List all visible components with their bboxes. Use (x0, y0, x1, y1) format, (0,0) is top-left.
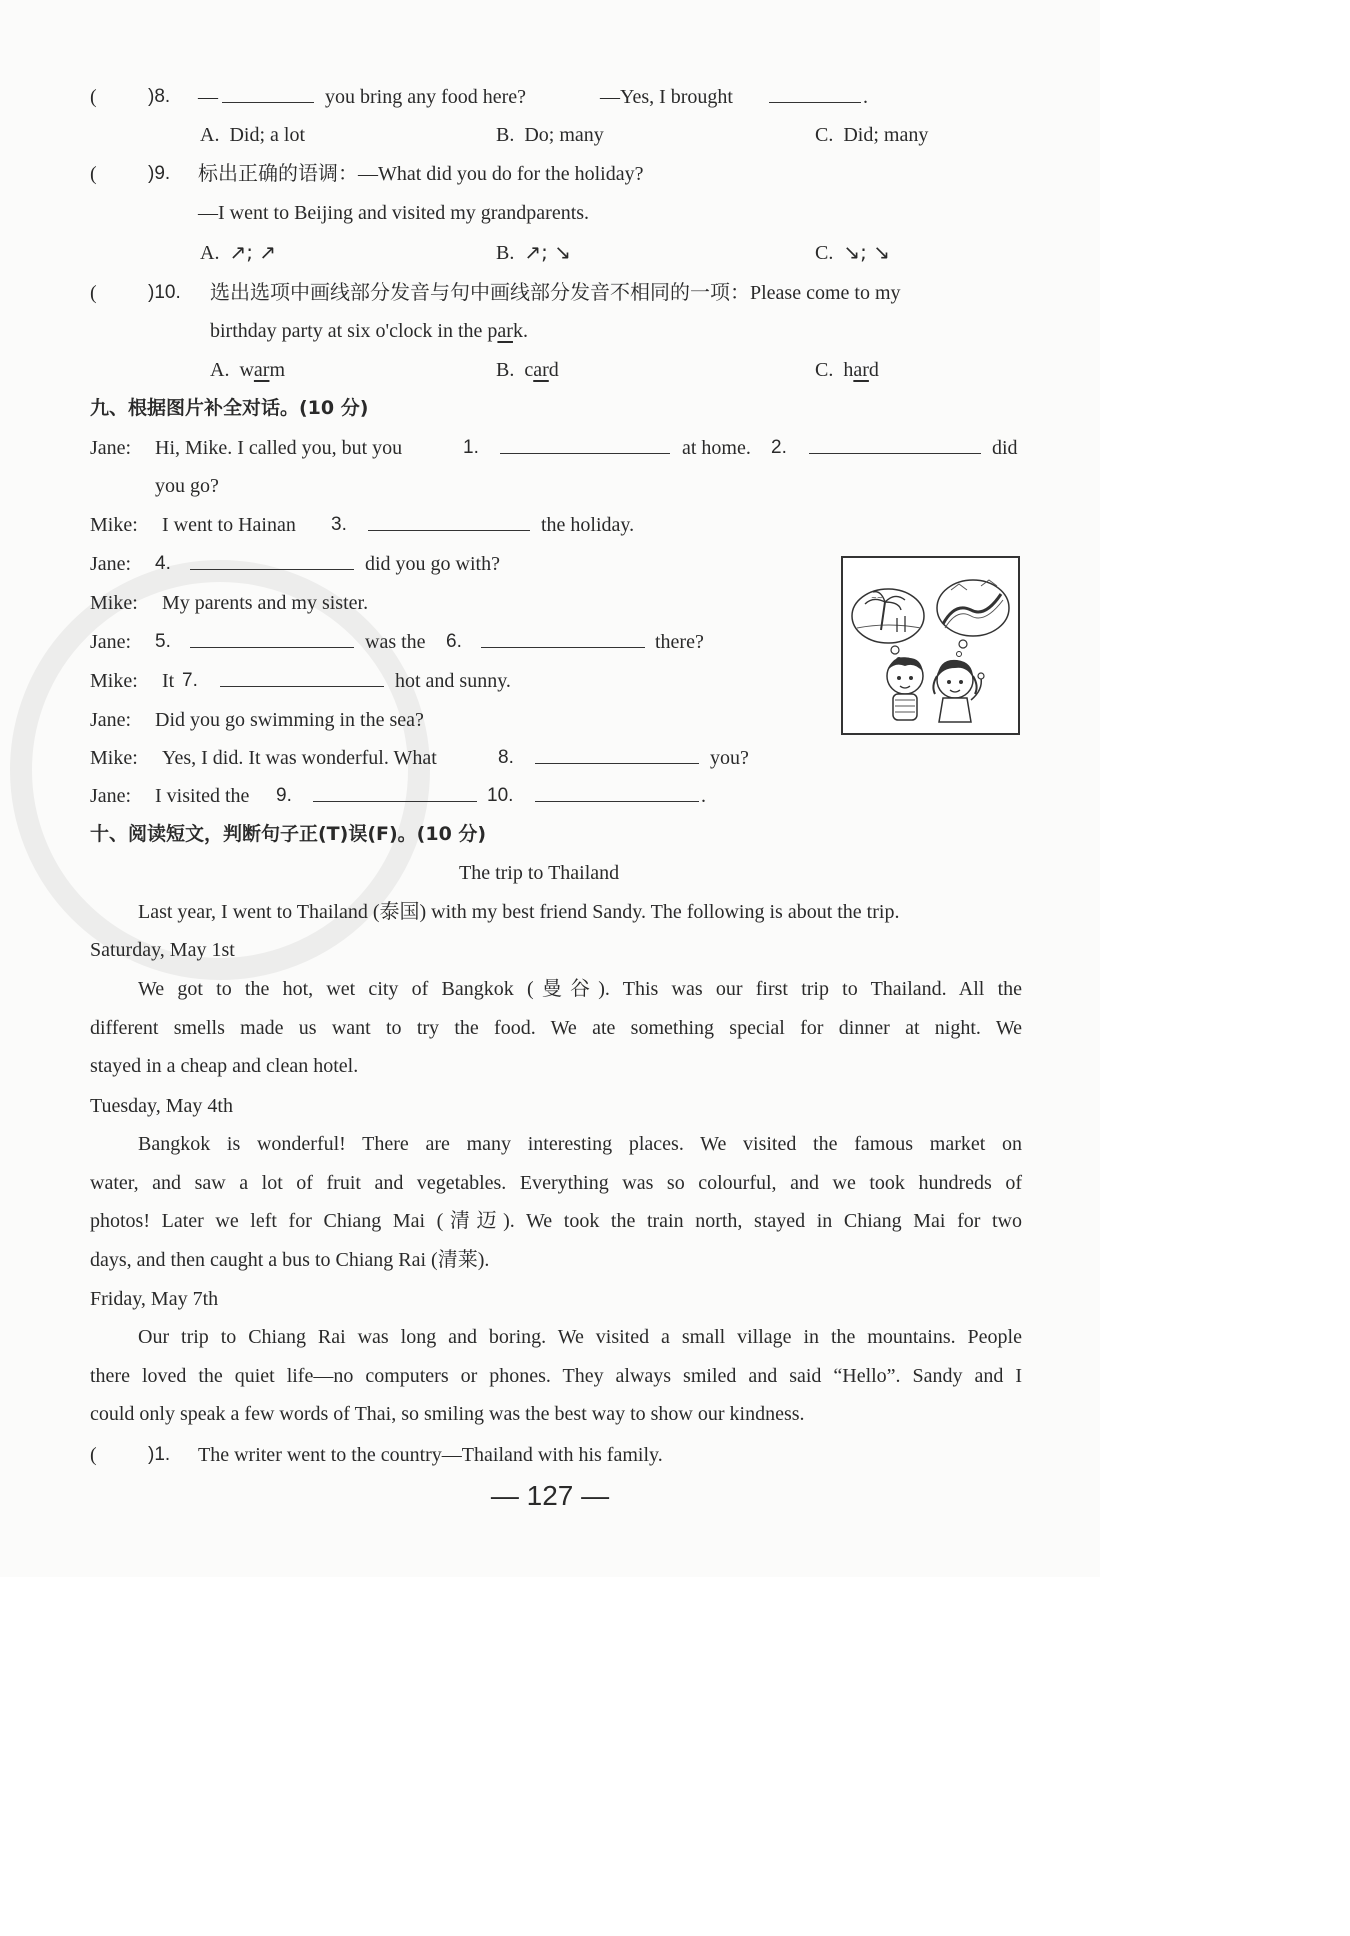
answer-blank-2[interactable] (809, 435, 981, 461)
dialogue-speaker: Mike: (90, 592, 138, 614)
answer-blank-9[interactable] (313, 783, 477, 809)
q8-option-c[interactable]: C. Did; many (815, 124, 929, 146)
blank-number: 6. (446, 631, 462, 652)
answer-blank-4[interactable] (190, 551, 354, 577)
dialogue-speaker: Mike: (90, 747, 138, 769)
diary-date: Friday, May 7th (90, 1288, 219, 1310)
q9-option-c[interactable]: C. ↘; ↘ (815, 240, 890, 264)
dialogue-text: It (162, 670, 175, 692)
dialogue-text: you? (710, 747, 749, 769)
q8-blank-1[interactable] (222, 84, 314, 110)
passage-paragraph-1: We got to the hot, wet city of Bangkok (曼谷). This was our first trip to Thailand. All the different smells made us want to try the food. We ate something special for dinner at night. We stayed in a cheap and clean hotel. (90, 978, 1022, 1077)
answer-blank-6[interactable] (481, 629, 645, 655)
dialogue-text: you go? (155, 475, 219, 497)
dialogue-text: I visited the (155, 785, 250, 807)
answer-blank-7[interactable] (220, 668, 384, 694)
intonation-arrows-icon: ↘; ↘ (843, 240, 890, 264)
q10-line2: birthday party at six o'clock in the park. (210, 320, 528, 342)
q8-number: )8. (148, 86, 171, 107)
q8-blank-2[interactable] (769, 84, 861, 110)
diary-date: Tuesday, May 4th (90, 1095, 233, 1117)
dialogue-text: Did you go swimming in the sea? (155, 709, 424, 731)
answer-blank-5[interactable] (190, 629, 354, 655)
q8-dash: — (198, 86, 218, 108)
q10-option-b[interactable]: B. card (496, 359, 559, 381)
diary-date: Saturday, May 1st (90, 939, 235, 961)
dialogue-text: Yes, I did. It was wonderful. What (162, 747, 437, 769)
blank-number: 7. (182, 670, 198, 691)
passage-paragraph-2: Bangkok is wonderful! There are many interesting places. We visited the famous market on water, and saw a lot of fruit and vegetables. Everything was so colourful, and we took hundreds of photos! Later we left for Chiang Mai (清迈). We took the train north, stayed in Chiang Mai for two days, and then caught a bus to Chiang Rai (清莱). (90, 1133, 1022, 1271)
tf-q1-number: )1. (148, 1444, 171, 1465)
q10-paren: ( (90, 282, 97, 304)
dialogue-text: did you go with? (365, 553, 500, 575)
page-number: — 127 — (490, 1480, 610, 1511)
q10-prompt: 选出选项中画线部分发音与句中画线部分发音不相同的一项：Please come to my (210, 282, 901, 304)
q10-number: )10. (148, 282, 181, 303)
passage-paragraph-3: Our trip to Chiang Rai was long and boring. We visited a small village in the mountains. People there loved the quiet life—no computers or phones. They always smiled and said “Hello”. Sandy and I could only speak a few words of Thai, so smiling was the best way to show our kindness. (90, 1326, 1022, 1425)
dialogue-text: did (992, 437, 1018, 459)
tf-q1-text: The writer went to the country—Thailand with his family. (198, 1444, 663, 1466)
dialogue-speaker: Jane: (90, 785, 132, 807)
dialogue-speaker: Jane: (90, 437, 132, 459)
dialogue-speaker: Mike: (90, 670, 138, 692)
dialogue-speaker: Mike: (90, 514, 138, 536)
q8-question-text: you bring any food here? (325, 86, 527, 108)
blank-number: 1. (463, 437, 479, 458)
dialogue-text: hot and sunny. (395, 670, 511, 692)
q8-paren: ( (90, 86, 97, 108)
q10-option-c[interactable]: C. hard (815, 359, 879, 381)
children-thinking-illustration (843, 558, 1018, 733)
dialogue-text: . (701, 785, 706, 807)
dialogue-text: Hi, Mike. I called you, but you (155, 437, 403, 459)
answer-blank-1[interactable] (500, 435, 670, 461)
dialogue-text: at home. (682, 437, 751, 459)
section-9-heading: 九、根据图片补全对话。(10 分) (90, 397, 369, 419)
blank-number: 10. (487, 785, 514, 806)
blank-number: 2. (771, 437, 787, 458)
dialogue-text: there? (655, 631, 704, 653)
dialogue-picture (841, 556, 1020, 735)
dialogue-speaker: Jane: (90, 709, 132, 731)
blank-number: 3. (331, 514, 347, 535)
blank-number: 8. (498, 747, 514, 768)
q9-option-a[interactable]: A. ↗; ↗ (200, 240, 277, 264)
q8-option-a[interactable]: A. Did; a lot (200, 124, 305, 146)
section-10-heading: 十、阅读短文，判断句子正(T)误(F)。(10 分) (90, 823, 487, 845)
svg-text:~~: ~~ (871, 594, 883, 602)
answer-blank-10[interactable] (535, 783, 699, 809)
dialogue-text: the holiday. (541, 514, 635, 536)
q8-end: . (863, 86, 868, 108)
blank-number: 4. (155, 553, 171, 574)
q9-option-b[interactable]: B. ↗; ↘ (496, 240, 571, 264)
dialogue-text: I went to Hainan (162, 514, 296, 536)
blank-number: 5. (155, 631, 171, 652)
q9-paren: ( (90, 163, 97, 185)
dialogue-speaker: Jane: (90, 631, 132, 653)
dialogue-speaker: Jane: (90, 553, 132, 575)
dialogue-text: was the (365, 631, 426, 653)
intonation-arrows-icon: ↗; ↗ (229, 240, 277, 264)
q8-answer-text: —Yes, I brought (600, 86, 733, 108)
passage-title: The trip to Thailand (459, 862, 620, 884)
intonation-arrows-icon: ↗; ↘ (524, 240, 571, 264)
q9-prompt: 标出正确的语调：—What did you do for the holiday? (198, 163, 644, 185)
q10-option-a[interactable]: A. warm (210, 359, 286, 381)
q8-option-b[interactable]: B. Do; many (496, 124, 604, 146)
blank-number: 9. (276, 785, 292, 806)
q9-line2: —I went to Beijing and visited my grandparents. (198, 202, 590, 224)
dialogue-text: My parents and my sister. (162, 592, 369, 614)
tf-q1-paren: ( (90, 1444, 97, 1466)
passage-intro: Last year, I went to Thailand (泰国) with my best friend Sandy. The following is about the trip. (138, 901, 900, 923)
answer-blank-8[interactable] (535, 745, 699, 771)
q9-number: )9. (148, 163, 171, 184)
answer-blank-3[interactable] (368, 512, 530, 538)
